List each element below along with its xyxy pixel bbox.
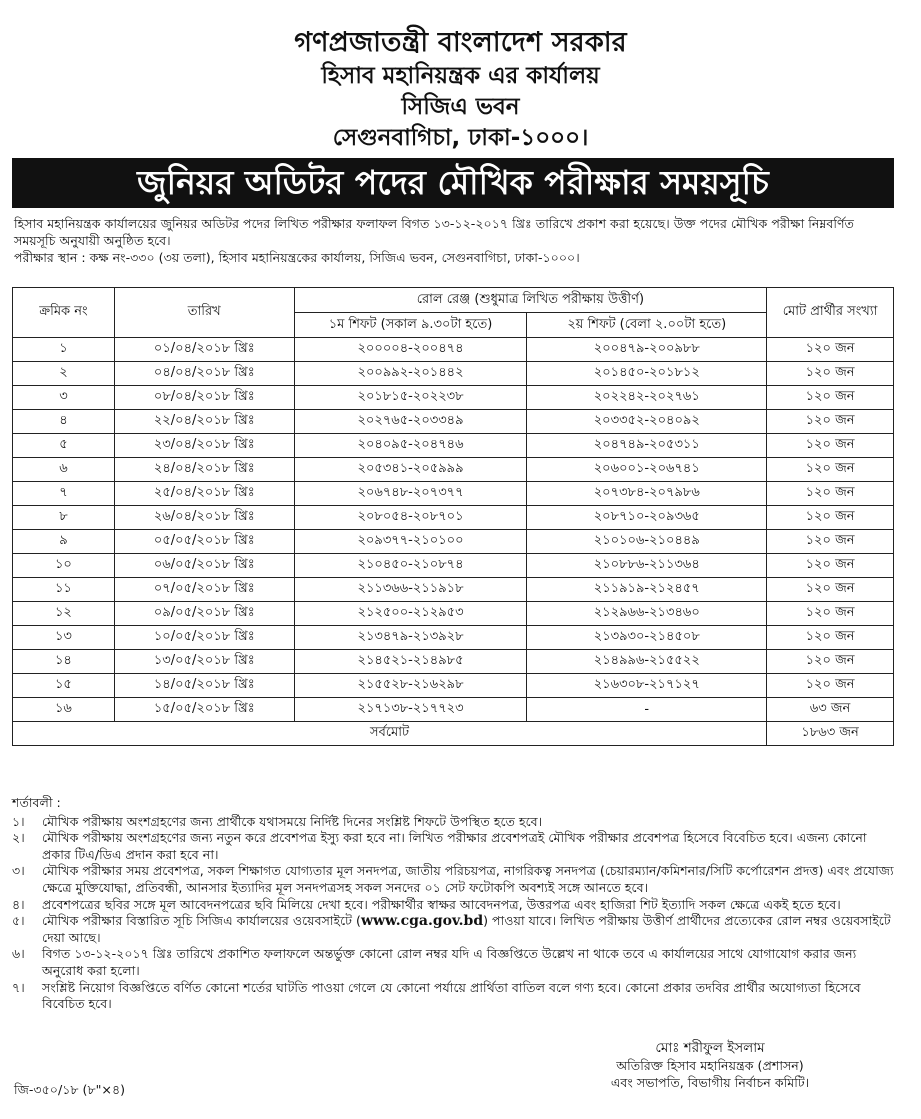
date-cell: ২৩/০৪/২০১৮ খ্রিঃ (114, 434, 294, 458)
total-cell: ১২০ জন (767, 602, 894, 626)
term-number: ৬। (12, 946, 25, 962)
table-row (13, 338, 894, 362)
serial-cell: ৬ (13, 458, 115, 482)
date-cell: ১৪/০৫/২০১৮ খ্রিঃ (114, 674, 294, 698)
term-text-after: ) পাওয়া যাবে। লিখিত পরীক্ষায় উত্তীর্ণ প্রার্থীদের প্রত্যেকের রোল নম্বর ওয়েবসাইটে দেয়া আছে। (42, 913, 891, 945)
shift2-cell: ২১২৯৬৬-২১৩৪৬০ (527, 602, 767, 626)
shift1-cell: ২১০৪৫০-২১০৮৭৪ (294, 554, 527, 578)
date-cell: ২২/০৪/২০১৮ খ্রিঃ (114, 410, 294, 434)
shift2-cell: ২০০৪৭৯-২০০৯৮৮ (527, 338, 767, 362)
signatory-designation: অতিরিক্ত হিসাব মহানিয়ন্ত্রক (প্রশাসন) (616, 1058, 804, 1073)
total-cell: ১২০ জন (767, 362, 894, 386)
shift1-cell: ২০০৯৯২-২০১৪৪২ (294, 362, 527, 386)
total-cell: ১২০ জন (767, 650, 894, 674)
table-header-row (13, 288, 894, 313)
shift1-cell: ২০৬৭৪৮-২০৭৩৭৭ (294, 482, 527, 506)
header-total: মোট প্রার্থীর সংখ্যা (767, 288, 894, 338)
shift2-cell: ২০৭৩৮৪-২০৭৯৮৬ (527, 482, 767, 506)
serial-cell: ৮ (13, 506, 115, 530)
term-text (42, 913, 894, 946)
total-cell: ১২০ জন (767, 338, 894, 362)
total-cell: ৬৩ জন (767, 698, 894, 722)
date-cell: ০৮/০৪/২০১৮ খ্রিঃ (114, 386, 294, 410)
term-item (12, 863, 894, 896)
grand-total-value: ১৮৬৩ জন (767, 722, 894, 746)
serial-cell: ১৬ (13, 698, 115, 722)
shift2-cell: ২১৩৯৩০-২১৪৫০৮ (527, 626, 767, 650)
table-row (13, 506, 894, 530)
government-title: গণপ্রজাতন্ত্রী বাংলাদেশ সরকার (294, 27, 627, 58)
total-cell: ১২০ জন (767, 578, 894, 602)
schedule-body (13, 338, 894, 746)
total-cell: ১২০ জন (767, 386, 894, 410)
term-number: ৭। (12, 979, 25, 995)
serial-cell: ৩ (13, 386, 115, 410)
header-roll-range: রোল রেঞ্জ (শুধুমাত্র লিখিত পরীক্ষায় উত্তীর্ণ) (294, 288, 766, 313)
shift2-cell: ২০২২৪২-২০২৭৬১ (527, 386, 767, 410)
serial-cell: ৪ (13, 410, 115, 434)
table-row (13, 362, 894, 386)
intro-paragraph: হিসাব মহানিয়ন্ত্রক কার্যালয়ের জুনিয়র অডিটর পদের লিখিত পরীক্ষার ফলাফল বিগত ১৩-১২-২০১৭ খ্রিঃ তারিখে প্রকাশ করা হয়েছে। উক্ত পদের মৌখিক পরীক্ষা নিম্নবর্ণিত সময়সূচি অনুযায়ী অনুষ্ঠিত হবে। (14, 216, 855, 248)
table-row (13, 578, 894, 602)
grand-total-label: সর্বমোট (13, 722, 767, 746)
serial-cell: ১৪ (13, 650, 115, 674)
term-text-before: মৌখিক পরীক্ষার বিস্তারিত সূচি সিজিএ কার্যালয়ের ওয়েবসাইটে ( (42, 913, 361, 929)
notice-banner: জুনিয়র অডিটর পদের মৌখিক পরীক্ষার সময়সূচি (12, 158, 894, 208)
term-item (12, 814, 894, 831)
table-row (13, 674, 894, 698)
total-cell: ১২০ জন (767, 554, 894, 578)
shift1-cell: ২০৮০৫৪-২০৮৭০১ (294, 506, 527, 530)
total-cell: ১২০ জন (767, 674, 894, 698)
shift2-cell: ২১১৯১৯-২১২৪৫৭ (527, 578, 767, 602)
date-cell: ০৬/০৫/২০১৮ খ্রিঃ (114, 554, 294, 578)
total-cell: ১২০ জন (767, 506, 894, 530)
date-cell: ২৬/০৪/২০১৮ খ্রিঃ (114, 506, 294, 530)
header-shift1: ১ম শিফট (সকাল ৯.৩০টা হতে) (294, 313, 527, 338)
shift1-cell: ২১৭১৩৮-২১৭৭২৩ (294, 698, 527, 722)
shift1-cell: ২১১৩৬৬-২১১৯১৮ (294, 578, 527, 602)
office-address: সেগুনবাগিচা, ঢাকা-১০০০। (332, 125, 589, 151)
table-row (13, 386, 894, 410)
shift1-cell: ২০২৭৬৫-২০৩৩৪৯ (294, 410, 527, 434)
shift2-cell: ২০৬০০১-২০৬৭৪১ (527, 458, 767, 482)
table-row (13, 482, 894, 506)
table-row (13, 530, 894, 554)
term-text: মৌখিক পরীক্ষায় অংশগ্রহণের জন্য নতুন করে প্রবেশপত্র ইস্যু করা হবে না। লিখিত পরীক্ষার প্রবেশপত্রই মৌখিক পরীক্ষার প্রবেশপত্র হিসেবে বিবেচিত হবে। এজন্য কোনো প্রকার টিএ/ডিএ প্রদান করা হবে না। (42, 830, 867, 862)
website-link[interactable]: www.cga.gov.bd (360, 913, 484, 930)
term-text: মৌখিক পরীক্ষায় অংশগ্রহণের জন্য প্রার্থীকে যথাসময়ে নির্দিষ্ট দিনের সংশ্লিষ্ট শিফটে উপস্থিত হতে হবে। (42, 813, 543, 829)
exam-venue: পরীক্ষার স্থান : কক্ষ নং-৩৩০ (৩য় তলা), হিসাব মহানিয়ন্ত্রকের কার্যালয়, সিজিএ ভবন, সেগুনবাগিচা, ঢাকা-১০০০। (14, 250, 580, 265)
table-row (13, 698, 894, 722)
office-title: হিসাব মহানিয়ন্ত্রক এর কার্যালয় (321, 63, 600, 89)
serial-cell: ১৫ (13, 674, 115, 698)
serial-cell: ৭ (13, 482, 115, 506)
serial-cell: ২ (13, 362, 115, 386)
serial-cell: ১ (13, 338, 115, 362)
term-number: ৫। (12, 913, 25, 929)
term-text: সংশ্লিষ্ট নিয়োগ বিজ্ঞপ্তিতে বর্ণিত কোনো শর্তের ঘাটতি পাওয়া গেলে যে কোনো পর্যায়ে প্রার্থিতা বাতিল বলে গণ্য হবে। কোনো প্রকার তদবির প্রার্থীর অযোগ্যতা হিসেবে বিবেচিত হবে। (42, 979, 861, 1012)
total-cell: ১২০ জন (767, 434, 894, 458)
term-item (12, 897, 894, 914)
serial-cell: ১০ (13, 554, 115, 578)
table-row (13, 626, 894, 650)
terms-section (12, 795, 894, 1013)
total-cell: ১২০ জন (767, 530, 894, 554)
term-number: ২। (12, 830, 25, 846)
term-text: বিগত ১৩-১২-২০১৭ খ্রিঃ তারিখে প্রকাশিত ফলাফলে অন্তর্ভুক্ত কোনো রোল নম্বর যদি এ বিজ্ঞপ্তিতে উল্লেখ না থাকে তবে এ কার্যালয়ের সাথে যোগাযোগ করার জন্য অনুরোধ করা হলো। (42, 946, 857, 978)
header-date: তারিখ (114, 288, 294, 338)
term-number: ৩। (12, 863, 25, 879)
shift2-cell: - (527, 698, 767, 722)
total-cell: ১২০ জন (767, 410, 894, 434)
serial-cell: ১১ (13, 578, 115, 602)
shift2-cell: ২০৮৭১০-২০৯৩৬৫ (527, 506, 767, 530)
term-text: মৌখিক পরীক্ষার সময় প্রবেশপত্র, সকল শিক্ষাগত যোগ্যতার মূল সনদপত্র, জাতীয় পরিচয়পত্র, নাগরিকত্ব সনদপত্র (চেয়ারম্যান/কমিশনার/সিটি কর্পোরেশন প্রদত্ত) এবং প্রযোজ্য ক্ষেত্রে মুক্তিযোদ্ধা, প্রতিবন্ধী, আনসার ইত্যাদির মূল সনদপত্রসহ সকল সনদের ০১ সেট ফটোকপি অবশ্যই সঙ্গে আনতে হবে। (42, 863, 894, 895)
header-shift2: ২য় শিফট (বেলা ২.০০টা হতে) (527, 313, 767, 338)
serial-cell: ১৩ (13, 626, 115, 650)
serial-cell: ১২ (13, 602, 115, 626)
date-cell: ২৪/০৪/২০১৮ খ্রিঃ (114, 458, 294, 482)
date-cell: ০৫/০৫/২০১৮ খ্রিঃ (114, 530, 294, 554)
shift1-cell: ২০৯৩৭৭-২১০১০০ (294, 530, 527, 554)
total-cell: ১২০ জন (767, 458, 894, 482)
shift1-cell: ২০০০০৪-২০০৪৭৪ (294, 338, 527, 362)
header-serial: ক্রমিক নং (13, 288, 115, 338)
building-name: সিজিএ ভবন (401, 94, 520, 120)
table-row (13, 434, 894, 458)
shift2-cell: ২১৬৩০৮-২১৭১২৭ (527, 674, 767, 698)
term-item (12, 946, 894, 979)
serial-cell: ৯ (13, 530, 115, 554)
shift1-cell: ২১৩৪৭৯-২১৩৯২৮ (294, 626, 527, 650)
serial-cell: ৫ (13, 434, 115, 458)
date-cell: ০৭/০৫/২০১৮ খ্রিঃ (114, 578, 294, 602)
date-cell: ০১/০৪/২০১৮ খ্রিঃ (114, 338, 294, 362)
table-row (13, 458, 894, 482)
term-item (12, 980, 894, 1013)
shift2-cell: ২১০১০৬-২১০৪৪৯ (527, 530, 767, 554)
shift2-cell: ২০৪৭৪৯-২০৫৩১১ (527, 434, 767, 458)
table-row (13, 554, 894, 578)
date-cell: ১৩/০৫/২০১৮ খ্রিঃ (114, 650, 294, 674)
shift2-cell: ২১৪৯৯৬-২১৫৫২২ (527, 650, 767, 674)
signatory-committee: এবং সভাপতি, বিভাগীয় নির্বাচন কমিটি। (610, 1075, 810, 1090)
table-row (13, 410, 894, 434)
signatory-name: মোঃ শরীফুল ইসলাম (655, 1040, 765, 1056)
table-row (13, 602, 894, 626)
shift1-cell: ২১২৫০০-২১২৯৫৩ (294, 602, 527, 626)
shift1-cell: ২০৫৩৪১-২০৫৯৯৯ (294, 458, 527, 482)
table-row (13, 650, 894, 674)
intro-text (14, 215, 894, 266)
grand-total-row (13, 722, 894, 746)
shift2-cell: ২০৩৩৫২-২০৪০৯২ (527, 410, 767, 434)
shift1-cell: ২১৪৫২১-২১৪৯৮৫ (294, 650, 527, 674)
date-cell: ১৫/০৫/২০১৮ খ্রিঃ (114, 698, 294, 722)
date-cell: ০৪/০৪/২০১৮ খ্রিঃ (114, 362, 294, 386)
date-cell: ১০/০৫/২০১৮ খ্রিঃ (114, 626, 294, 650)
shift2-cell: ২০১৪৫০-২০১৮১২ (527, 362, 767, 386)
terms-title: শর্তাবলী : (12, 795, 61, 810)
term-number: ৪। (12, 896, 25, 912)
term-text: প্রবেশপত্রের ছবির সঙ্গে মূল আবেদনপত্রের ছবি মিলিয়ে দেখা হবে। পরীক্ষার্থীর স্বাক্ষর আবেদনপত্র, উত্তরপত্র এবং হাজিরা শিট ইত্যাদি সকল ক্ষেত্রে একই হতে হবে। (42, 896, 841, 912)
term-item (12, 913, 894, 946)
total-cell: ১২০ জন (767, 482, 894, 506)
shift1-cell: ২১৫৫২৮-২১৬২৯৮ (294, 674, 527, 698)
date-cell: ০৯/০৫/২০১৮ খ্রিঃ (114, 602, 294, 626)
shift2-cell: ২১০৮৮৬-২১১৩৬৪ (527, 554, 767, 578)
term-number: ১। (12, 813, 25, 829)
print-code: জি-৩৫০/১৮ (৮"×৪) (14, 1082, 126, 1097)
signature-block (520, 1040, 900, 1091)
date-cell: ২৫/০৪/২০১৮ খ্রিঃ (114, 482, 294, 506)
total-cell: ১২০ জন (767, 626, 894, 650)
schedule-table (12, 287, 894, 746)
term-item (12, 830, 894, 863)
shift1-cell: ২০১৮১৫-২০২২৩৮ (294, 386, 527, 410)
shift1-cell: ২০৪০৯৫-২০৪৭৪৬ (294, 434, 527, 458)
